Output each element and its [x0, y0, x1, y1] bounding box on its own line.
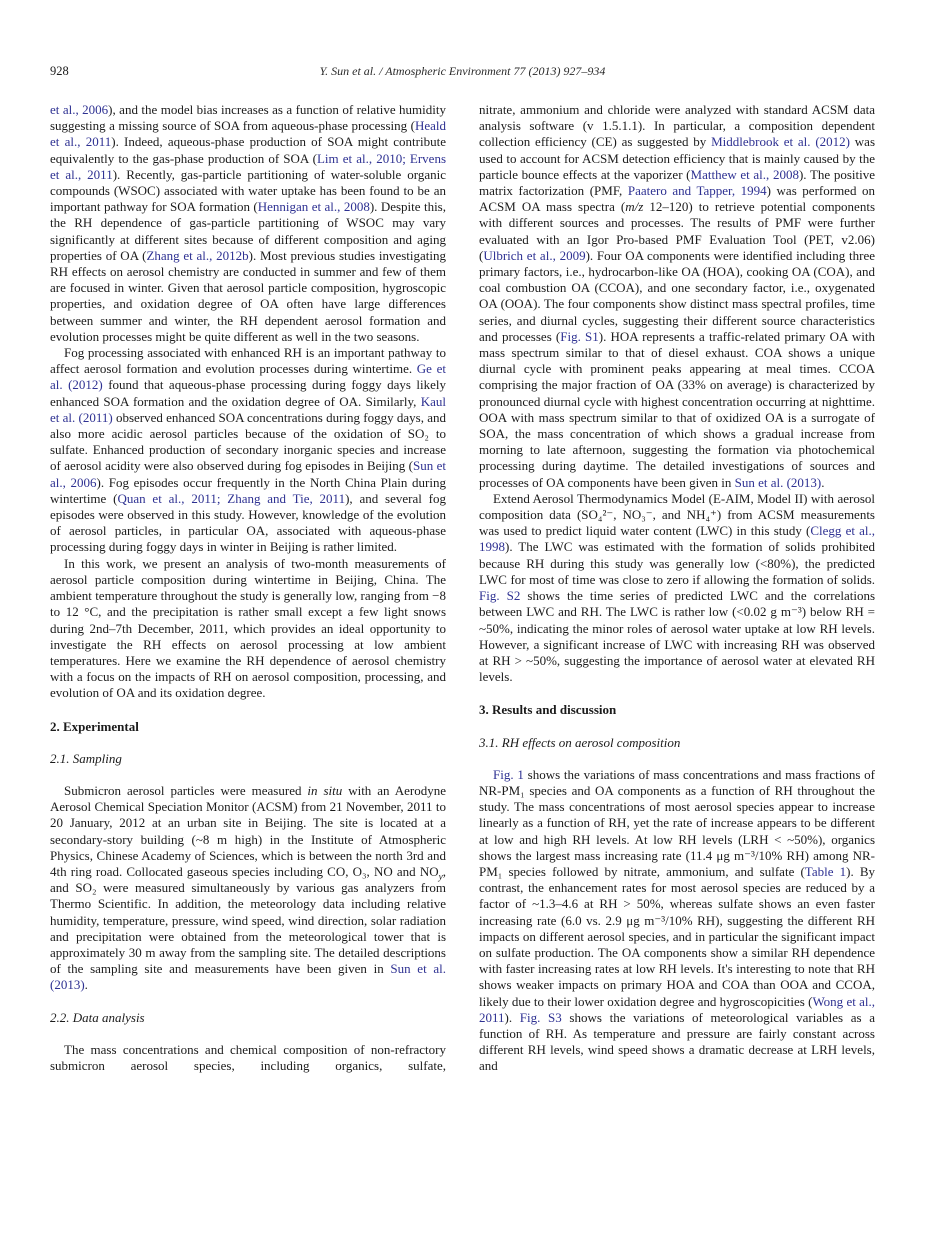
text-segment: m/z — [625, 199, 644, 215]
paragraph — [50, 1042, 446, 1074]
citation-link[interactable]: Fig. S2 — [479, 588, 521, 604]
paragraph — [479, 491, 875, 685]
text-segment: Fog processing associated with enhanced RH is an important pathway to affect aerosol formation and evolution processes during wintertime. — [50, 345, 446, 377]
paragraph — [50, 345, 446, 556]
text-segment: with an Aerodyne Aerosol Chemical Speciation Monitor (ACSM) from 21 November, 2011 to 20 January, 2012 at an urban site in Beijing. The site is located at a secondary-story building (~8 m high) in the Institute of Atmospheric Physics, Chinese Academy of Sciences, which is between the north 3rd and 4th ring road. Collocated gaseous species including CO, O₃, NO and NO — [50, 782, 446, 879]
citation-link[interactable]: Fig. S1 — [560, 328, 599, 344]
text-segment: y — [438, 872, 443, 883]
text-segment: Submicron aerosol particles were measured — [64, 782, 308, 798]
section-heading — [50, 719, 446, 735]
text-segment: ). By contrast, the enhancement rates for most aerosol species are reduced by a factor of ~1.3–4.6 at RH > 50%, whereas sulfate shows an even faster increasing rate (6.0 vs. 2.9 μg m⁻³/10% RH), suggesting the different RH impacts on different aerosol species, and in particular the significant impact on sulfate production. The OA components show a similar RH dependence with faster increasing rates at low RH levels. It's interesting to note that RH shows weaker impacts on primary HOA and COA than OOA and CCOA, likely due to their lower oxidation degree and hygroscopicities ( — [479, 863, 876, 1009]
paragraph — [479, 767, 875, 1075]
text-segment: 3.1. RH effects on aerosol composition — [479, 734, 681, 750]
text-segment: in situ — [307, 782, 343, 798]
text-segment: ). The LWC was estimated with the formation of solids prohibited because RH during this study was generally low (<80%), the predicted LWC for most of time was close to zero if allowing the formation of solids. — [479, 539, 875, 587]
text-segment: shows the time series of predicted LWC and the correlations between LWC and RH. The LWC is rather low (<0.02 g m⁻³) below RH = ~50%, indicating the minor roles of aerosol water uptake at low RH levels. However, a significant increase of LWC with increasing RH was observed at RH > ~50%, suggesting the importance of aerosol water at elevated RH levels. — [479, 588, 876, 685]
text-segment: , and SO₂ were measured simultaneously by various gas analyzers from Thermo Scientific. In addition, the meteorology data including relative humidity, temperature, pressure, wind speed, wind direction, solar radiation and precipitation were obtained from the meteorological tower that is approximately 30 m away from the sampling site. The detailed descriptions of the sampling site and measurements have been given in — [50, 863, 446, 977]
citation-link[interactable]: Hennigan et al., 2008 — [257, 199, 370, 215]
citation-link[interactable]: Zhang et al., 2012b — [146, 247, 249, 263]
text-segment: nitrate, ammonium and chloride were analyzed with standard ACSM data analysis software (v 1.5.1.1). In particular, a composition dependent collection efficiency (CE) as suggested by — [479, 102, 875, 150]
text-segment: ). Most previous studies investigating RH effects on aerosol chemistry are conducted in summer and few of them are focused in winter. Given that aerosol particle composition, hygroscopic properties, and oxidation degree of OA often have large differences between summer and winter, the RH dependent aerosol formation and evolution processes might be quite different as well in the two seasons. — [50, 247, 446, 344]
text-segment: ). Four OA components were identified including three primary factors, i.e., hydrocarbon-like OA (HOA), cooking OA (COA), and coal combustion OA (CCOA), and one secondary factor, i.e., oxygenated OA (OOA). The four components show distinct mass spectral profiles, time series, and diurnal cycles, suggesting their different source characteristics and processes ( — [479, 247, 875, 344]
citation-link[interactable]: Middlebrook et al. (2012) — [711, 134, 850, 150]
text-segment: The mass concentrations and chemical composition of non-refractory submicron aerosol species, including organics, sulfate, — [50, 1041, 446, 1073]
text-segment: ). Fog episodes occur frequently in the North China Plain during wintertime ( — [50, 474, 446, 506]
citation-link[interactable]: Lim et al., 2010; Ervens et al., 2011 — [50, 150, 446, 182]
text-segment: ), and several fog episodes were observed in this study. However, knowledge of the evolution of aerosol particles, in particular OA, associated with aqueous-phase processing during foggy days in winter in Beijing is rather limited. — [50, 490, 446, 555]
paragraph — [479, 102, 875, 491]
paragraph — [50, 556, 446, 702]
text-segment: . — [821, 474, 825, 490]
section-heading — [479, 702, 875, 718]
citation-link[interactable]: Quan et al., 2011; Zhang and Tie, 2011 — [117, 490, 346, 506]
text-segment: 2.1. Sampling — [50, 750, 122, 766]
paragraph — [50, 783, 446, 994]
text-segment: 12–120) to retrieve potential components with different sources and processes. The results of PMF were further evaluated with an Igor Pro-based PMF Evaluation Tool (PET, v2.06) ( — [479, 199, 875, 263]
citation-link[interactable]: Heald et al., 2011 — [50, 118, 446, 150]
citation-link[interactable]: Sun et al. (2013) — [50, 961, 447, 993]
citation-link[interactable]: Kaul et al. (2011) — [50, 393, 446, 425]
text-segment: ). Indeed, aqueous-phase production of SOA might contribute equivalently to the gas-phase production of SOA ( — [50, 134, 446, 166]
subsection-heading — [479, 735, 875, 751]
text-segment: In this work, we present an analysis of two-month measurements of aerosol particle composition during wintertime in Beijing, China. The ambient temperature throughout the study is generally low, ranging from −8 to 12 °C, and the precipitation is rather small except a few light snows during 2nd–7th December, 2011, which provides an ideal opportunity to investigate the RH effects on aerosol processing at low ambient temperatures. Here we examine the RH dependence of aerosol chemistry with a focus on the impacts of RH on aerosol composition, processing, and evolution of OA and its oxidation degree. — [50, 555, 446, 701]
page-number: 928 — [50, 64, 69, 78]
page-header — [50, 64, 875, 82]
citation-link[interactable]: Paatero and Tapper, 1994 — [627, 183, 767, 199]
right-column — [479, 102, 875, 1075]
citation-link[interactable]: Wong et al., 2011 — [479, 993, 875, 1025]
text-segment: 3. Results and discussion — [479, 702, 617, 718]
citation-link[interactable]: Table 1 — [804, 863, 847, 879]
running-head: Y. Sun et al. / Atmospheric Environment 77 (2013) 927–934 — [319, 64, 606, 78]
subsection-heading — [50, 751, 446, 767]
citation-link[interactable]: Sun et al., 2006 — [50, 458, 446, 490]
citation-link[interactable]: Sun et al. (2013) — [734, 474, 822, 490]
text-segment: observed enhanced SOA concentrations during foggy days, and also more acidic aerosol particles because of the oxidation of SO₂ to sulfate. Enhanced production of secondary inorganic species and increase of aerosol acidity were also observed during fog episodes in Beijing ( — [50, 409, 446, 474]
paragraph — [50, 102, 446, 345]
text-segment: 2.2. Data analysis — [50, 1009, 145, 1025]
citation-link[interactable]: Fig. S3 — [519, 1009, 562, 1025]
subsection-heading — [50, 1010, 446, 1026]
two-column-body — [50, 102, 875, 1075]
text-segment: shows the variations of mass concentrations and mass fractions of NR-PM₁ species and OA components as a function of RH throughout the study. The mass concentrations of most aerosol species appear to increase linearly as a function of RH, yet the rate of increase appears to be different at low and high RH levels. At low RH levels (LRH < ~50%), organics shows the largest mass increasing rate (11.4 μg m⁻³/10% RH) among NR-PM₁ species followed by nitrate, ammonium, and sulfate ( — [479, 766, 875, 879]
citation-link[interactable]: Ulbrich et al., 2009 — [483, 247, 586, 263]
text-segment: ). HOA represents a traffic-related primary OA with mass spectrum similar to that of diesel exhaust. COA shows a unique diurnal cycle with prominent peaks appearing at meal times. CCOA comprising the major fraction of OA (33% on average) is characterized by pronounced diurnal cycle with highest concentration occurring at nighttime. OOA with mass spectrum similar to that of oxidized OA is a surrogate of SOA, the mass concentration of which shows a gradual increase from morning to late afternoon, suggesting the formation via photochemical processing during daytime. The detailed investigations of sources and processes of OA components have been given in — [479, 328, 875, 490]
citation-link[interactable]: Matthew et al., 2008 — [690, 166, 799, 182]
text-segment: shows the variations of meteorological variables as a function of RH. As temperature and pressure are fairly constant across different RH levels, wind speed shows a dramatic decrease at LRH levels, and — [479, 1009, 875, 1074]
citation-link[interactable]: Fig. 1 — [493, 766, 524, 782]
left-column — [50, 102, 446, 1075]
text-segment: ). The positive matrix factorization (PMF, — [479, 166, 875, 199]
text-segment: found that aqueous-phase processing during foggy days likely enhanced SOA formation and the oxidation degree of OA. Similarly, — [50, 377, 447, 409]
text-segment: ), and the model bias increases as a function of relative humidity suggesting a missing source of SOA from aqueous-phase processing ( — [50, 102, 446, 134]
text-segment: ) was performed on ACSM OA mass spectra ( — [479, 183, 875, 215]
text-segment: ). Despite this, the RH dependence of gas-particle partitioning of WSOC may vary significantly at different sites because of different composition and aging properties of OA ( — [50, 199, 446, 263]
text-segment: ). Recently, gas-particle partitioning of water-soluble organic compounds (WSOC) associated with water uptake has been found to be an important pathway for SOA formation ( — [50, 166, 447, 215]
citation-link[interactable]: Ge et al. (2012) — [50, 361, 446, 393]
citation-link[interactable]: Clegg et al., 1998 — [479, 523, 875, 555]
text-segment: 2. Experimental — [50, 718, 139, 734]
text-segment: ). — [504, 1009, 520, 1025]
citation-link[interactable]: et al., 2006 — [50, 102, 109, 117]
text-segment: was used to account for ACSM detection efficiency that is mainly caused by the particle bounce effects at the vaporizer ( — [479, 134, 876, 182]
text-segment: . — [84, 977, 88, 993]
text-segment: Extend Aerosol Thermodynamics Model (E-AIM, Model II) with aerosol composition data (SO₄²⁻, NO₃⁻, and NH₄⁺) from ACSM measurements was used to predict liquid water content (LWC) in this study ( — [479, 490, 875, 539]
